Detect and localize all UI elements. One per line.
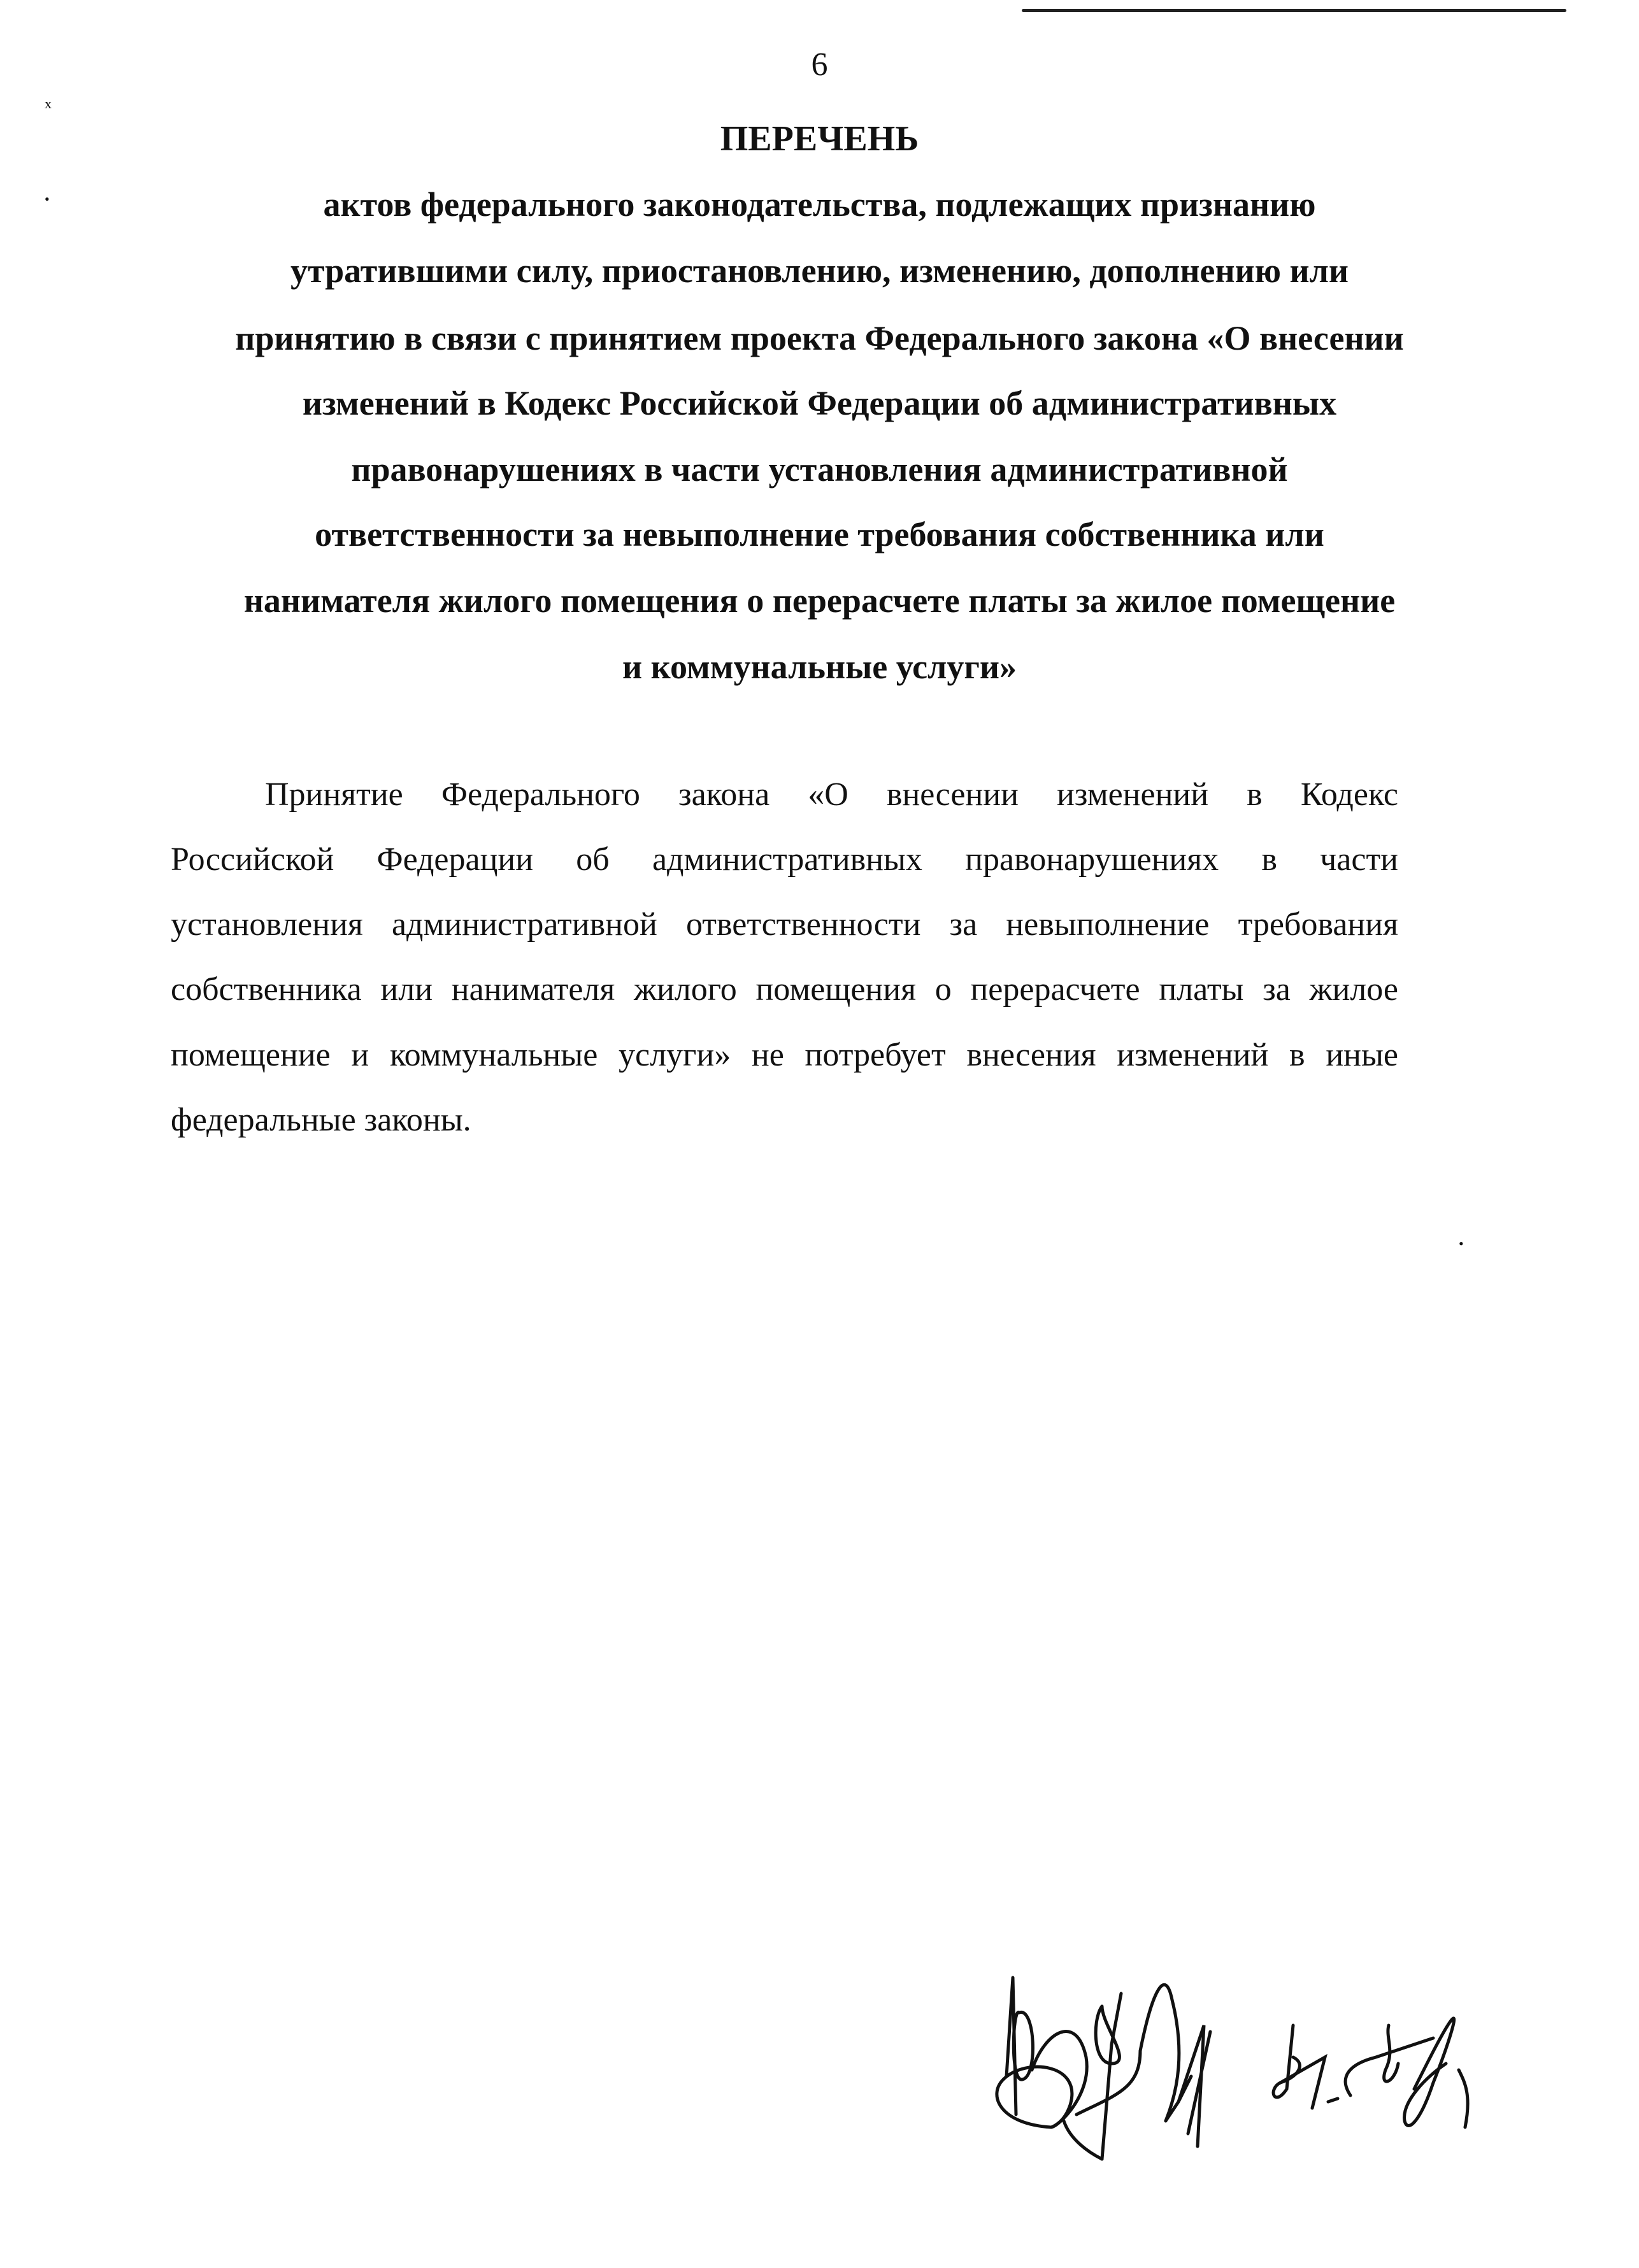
subtitle-line: и коммунальные услуги»	[622, 648, 1017, 686]
signature-2	[1268, 2013, 1497, 2140]
body-line: федеральные законы.	[171, 1102, 471, 1138]
subtitle-line: изменений в Кодекс Российской Федерации об административных	[302, 384, 1337, 422]
scan-top-rule	[1022, 9, 1566, 12]
subtitle-line: ответственности за невыполнение требования собственника или	[315, 515, 1324, 553]
subtitle-line: актов федерального законодательства, подлежащих признанию	[323, 185, 1316, 224]
page-number: 6	[811, 46, 828, 83]
body-line: Принятие Федерального закона «О внесении изменений в Кодекс	[265, 776, 1398, 813]
subtitle-line: нанимателя жилого помещения о перерасчете платы за жилое помещение	[243, 581, 1396, 620]
subtitle-line: правонарушениях в части установления административной	[351, 450, 1288, 489]
signature-1	[975, 1968, 1255, 2165]
scan-speck: •	[1459, 1236, 1464, 1252]
body-line: помещение и коммунальные услуги» не потребует внесения изменений в иные	[171, 1037, 1398, 1073]
subtitle-line: принятию в связи с принятием проекта Федерального закона «О внесении	[235, 319, 1404, 357]
body-line: Российской Федерации об административных правонарушениях в части	[171, 841, 1398, 878]
body-line: собственника или нанимателя жилого помещения о перерасчете платы за жилое	[171, 971, 1398, 1008]
subtitle-line: утратившими силу, приостановлению, изменению, дополнению или	[290, 252, 1349, 290]
document-title: ПЕРЕЧЕНЬ	[720, 119, 919, 159]
scan-speck: •	[45, 191, 50, 207]
scan-speck: x	[45, 96, 52, 111]
body-line: установления административной ответственности за невыполнение требования	[171, 906, 1398, 943]
